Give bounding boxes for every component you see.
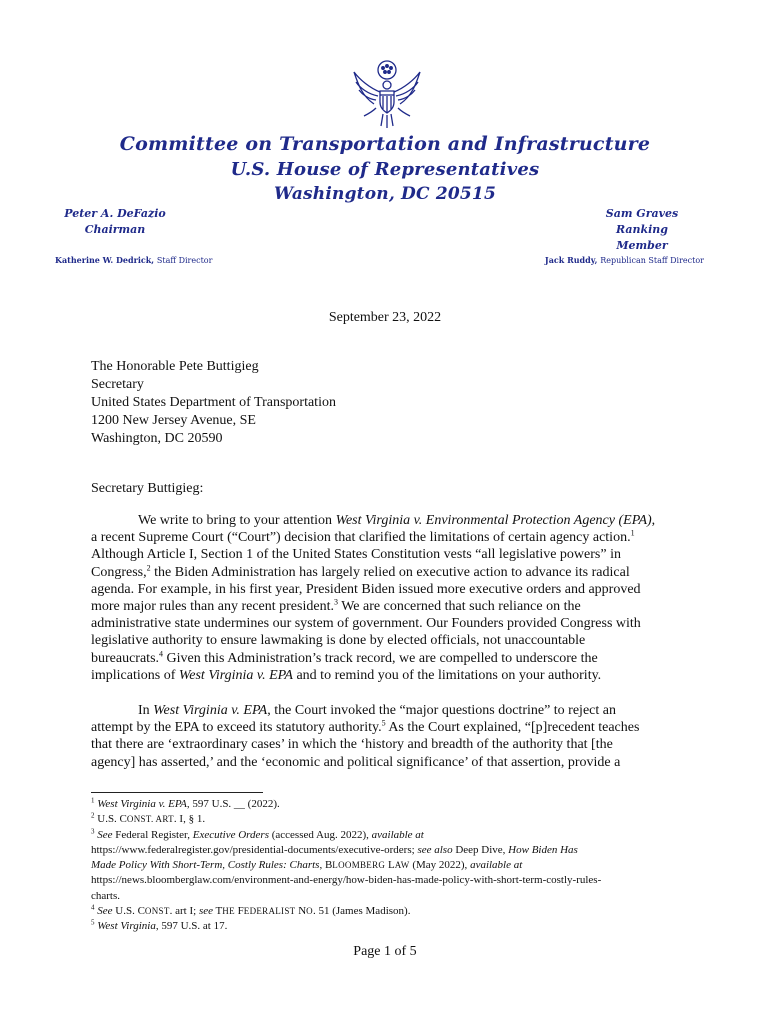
house-name: U.S. House of Representatives: [230, 159, 540, 180]
house-seal-eagle-icon: [350, 58, 424, 132]
paragraph-line: In West Virginia v. EPA, the Court invoked the “major questions doctrine” to reject an: [138, 703, 616, 718]
chairman-title: Chairman: [84, 223, 146, 236]
paragraph-line: Although Article I, Section 1 of the United States Constitution vests “all legislative powers” in: [91, 547, 621, 563]
address-line: United States Department of Transportation: [91, 395, 336, 410]
footnote-5: $^5$ West Virginia, 597 U.S. at 17.: [91, 918, 228, 933]
recipient-address: [91, 358, 336, 448]
bloomberg-link[interactable]: https://news.bloomberglaw.com/environment-and-energy/how-biden-has-made-policy-with-short-term-costly-rules-: [91, 874, 602, 887]
letterhead-city: Washington, DC 20515: [274, 184, 496, 204]
paragraph-line: administrative state undermines our system of government. Our Founders provided Congress with: [91, 616, 641, 632]
letter-date: September 23, 2022: [328, 310, 442, 325]
staff-director-left: Katherine W. Dedrick, Staff Director: [55, 255, 213, 265]
footnote-2: $^2$ U.S. CONST. ART. I, § 1.: [91, 811, 206, 826]
ranking-member-block: [592, 206, 692, 254]
address-line: Secretary: [91, 377, 144, 392]
footnotes: [91, 797, 691, 935]
footnote-ref: 2: [146, 562, 151, 572]
salutation: Secretary Buttigieg:: [91, 481, 204, 496]
footnote-4: $^4$ See U.S. CONST. art I; see THE FEDERALIST NO. 51 (James Madison).: [91, 903, 411, 918]
body-paragraph-1: [91, 512, 691, 684]
footnote-ref: 5: [381, 718, 386, 728]
staff-director-right: Jack Ruddy, Republican Staff Director: [544, 255, 704, 265]
paragraph-line: attempt by the EPA to exceed its statutory authority.$^5$ As the Court explained, “[p]recedent teaches: [91, 718, 640, 736]
address-line: Washington, DC 20590: [91, 431, 223, 446]
body-paragraph-2: [91, 702, 691, 771]
paragraph-line: more major rules than any recent president.$^3$ We are concerned that such reliance on the: [91, 597, 581, 615]
paragraph-line: legislative authority to ensure lawmaking is done by elected officials, not unaccountable: [91, 633, 586, 649]
paragraph-line: Congress,$^2$ the Biden Administration has largely relied on executive action to advance its radical: [91, 562, 630, 580]
committee-name: Committee on Transportation and Infrastructure: [119, 133, 651, 155]
paragraph-line: bureaucrats.$^4$ Given this Administration’s track record, we are compelled to underscore the: [91, 648, 598, 666]
bloomberg-link-cont[interactable]: charts.: [91, 889, 121, 902]
footnote-3-cont: Made Policy With Short-Term, Costly Rules: Charts, BLOOMBERG LAW (May 2022), available at: [91, 859, 523, 872]
footnote-3: $^3$ See Federal Register, Executive Orders (accessed Aug. 2022), available at: [91, 826, 424, 841]
chairman-name: Peter A. DeFazio: [64, 207, 166, 220]
paragraph-line: agency] has asserted,’ and the ‘economic and political significance’ of that assertion, provide a: [91, 754, 621, 770]
footnote-divider: [91, 792, 263, 793]
footnote-ref: 3: [333, 597, 338, 607]
page-number: Page 1 of 5: [353, 944, 417, 959]
footnote-ref: 4: [159, 648, 164, 658]
footnote-ref: 1: [630, 528, 635, 538]
chairman-block: [60, 206, 170, 238]
paragraph-line: agenda. For example, in his first year, President Biden issued more executive orders and approved: [91, 581, 641, 597]
paragraph-line: that there are ‘extraordinary cases’ in which the ‘history and breadth of the authority that [the: [91, 737, 613, 753]
address-line: The Honorable Pete Buttigieg: [91, 359, 259, 374]
paragraph-line: implications of West Virginia v. EPA and to remind you of the limitations on your authority.: [91, 667, 602, 683]
footnote-1: $^1$ West Virginia v. EPA, 597 U.S. __ (2022).: [91, 796, 280, 810]
federal-register-link[interactable]: https://www.federalregister.gov/presidential-documents/executive-orders;: [91, 843, 418, 856]
address-line: 1200 New Jersey Avenue, SE: [91, 413, 256, 428]
footnote-3-cont: https://www.federalregister.gov/presidential-documents/executive-orders; see also Deep Dive, How Biden Has: [91, 843, 578, 856]
paragraph-line: a recent Supreme Court (“Court”) decision that clarified the limitations of certain agency action.$^1$: [91, 528, 635, 546]
paragraph-line: We write to bring to your attention West Virginia v. Environmental Protection Agency (EPA),: [138, 513, 656, 528]
ranking-member-name: Sam Graves: [605, 207, 679, 220]
ranking-member-title: Ranking Member: [615, 223, 668, 252]
